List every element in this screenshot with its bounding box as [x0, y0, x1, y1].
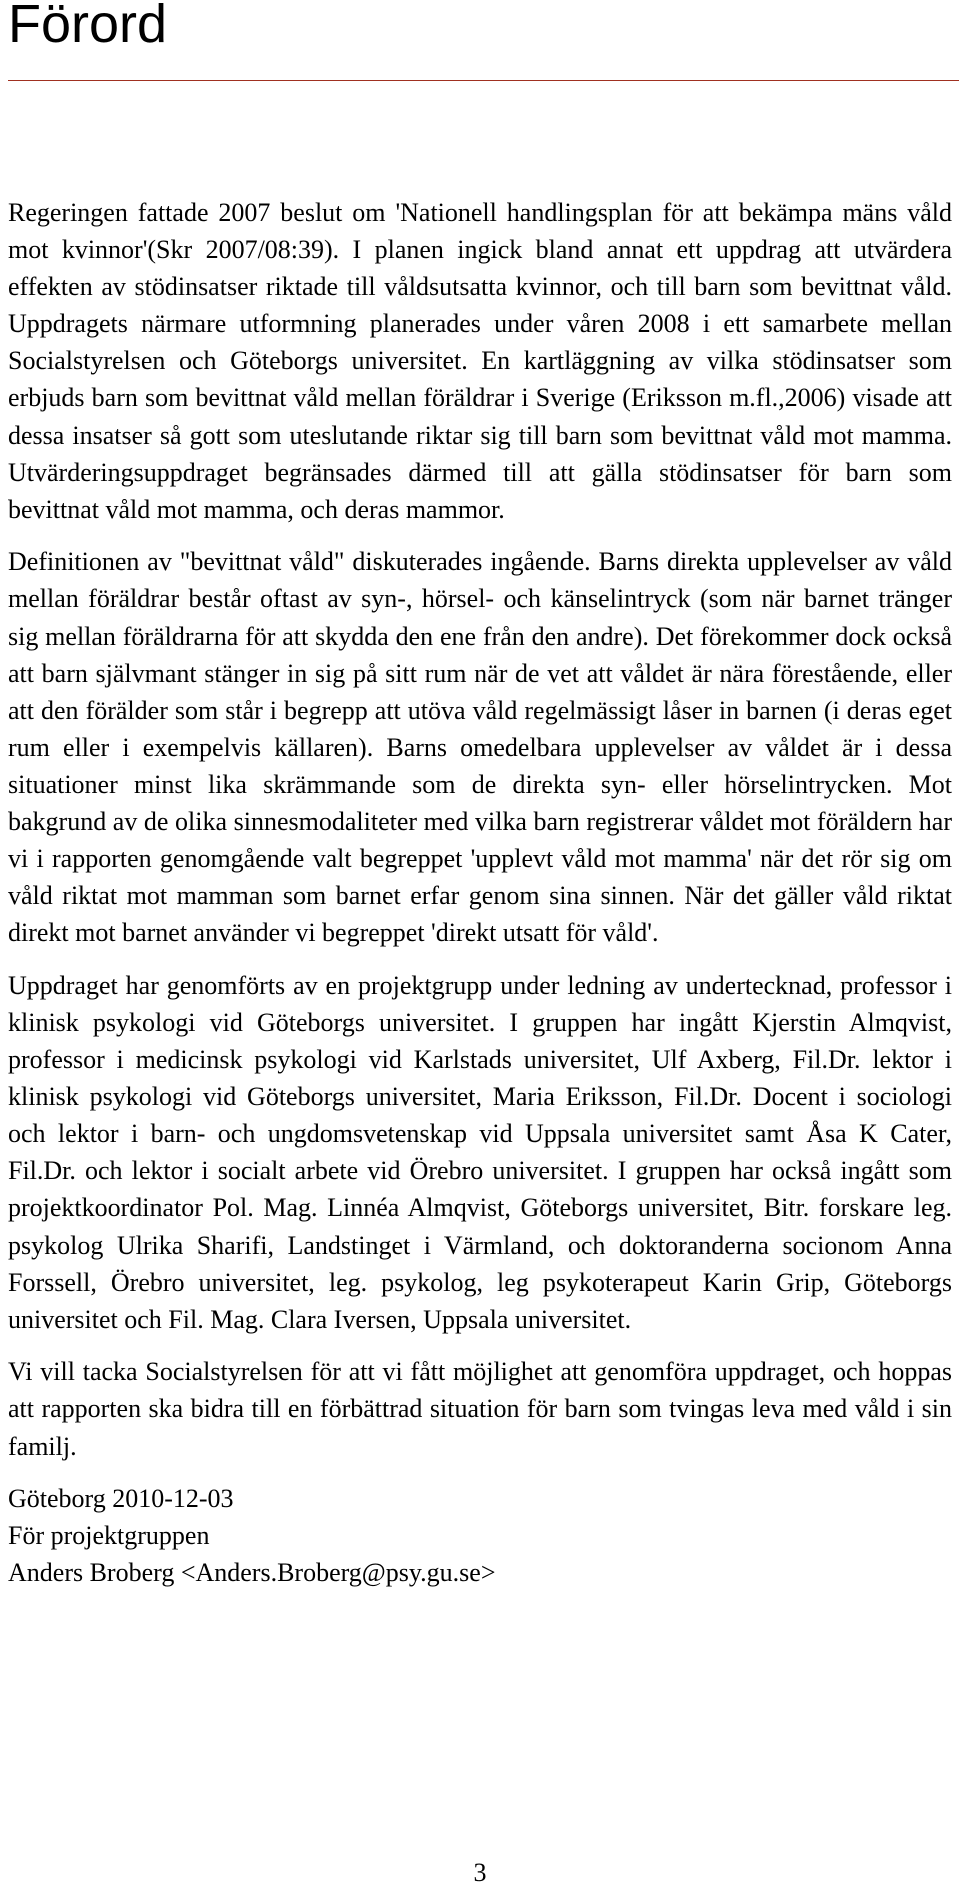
heading-divider — [8, 80, 959, 81]
paragraph-acknowledgement: Vi vill tacka Socialstyrelsen för att vi fått möjlighet att genomföra uppdraget, och hoppas att rapporten ska bidra till en förbättrad situation för barn som tvingas leva med våld i sin familj. — [8, 1357, 952, 1461]
signature-on-behalf: För projektgruppen — [8, 1521, 210, 1551]
page-number: 3 — [473, 1858, 487, 1887]
paragraph-background: Regeringen fattade 2007 beslut om 'Nationell handlingsplan för att bekämpa mäns våld mot kvinnor'(Skr 2007/08:39). I planen ingick bland annat ett uppdrag att utvärdera effekten av stödinsatser riktade till våldsutsatta kvinnor, och till barn som bevittnat våld. Uppdragets närmare utformning planerades under våren 2008 i ett samarbete mellan Socialstyrelsen och Göteborgs universitet. En kartläggning av vilka stödinsatser som erbjuds barn som bevittnat våld mellan föräldrar i Sverige (Eriksson m.fl.,2006) visade att dessa insatser så gott som uteslutande riktar sig till barn som bevittnat våld mot mamma. Utvärderingsuppdraget begränsades därmed till att gälla stödinsatser för barn som bevittnat våld mot mamma, och deras mammor. — [8, 198, 952, 524]
paragraph-definition: Definitionen av "bevittnat våld" diskuterades ingående. Barns direkta upplevelser av våld mellan föräldrar består oftast av syn-, hörsel- och känselintryck (som när barnet tränger sig mellan föräldrarna för att skydda den ene från den andre). Det förekommer dock också att barn självmant stänger in sig på sitt rum när de vet att våldet är nära förestående, eller att den förälder som står i begrepp att utöva våld regelmässigt låser in barnen (i deras eget rum eller i exempelvis källaren). Barns omedelbara upplevelser av våldet är i dessa situationer minst lika skrämmande som de direkta syn- eller hörselintrycken. Mot bakgrund av de olika sinnesmodaliteter med vilka barn registrerar våldet mot föräldern har vi i rapporten genomgående valt begreppet 'upplevt våld mot mamma' när det rör sig om våld riktat mot mamman som barnet erfar genom sina sinnen. När det gäller våld riktat direkt mot barnet använder vi begreppet 'direkt utsatt för våld'. — [8, 547, 952, 948]
page-title: Förord — [8, 0, 168, 54]
signature-place-date: Göteborg 2010-12-03 — [8, 1484, 234, 1514]
signature-author: Anders Broberg <Anders.Broberg@psy.gu.se> — [8, 1558, 496, 1588]
document-body — [8, 194, 952, 1591]
signature-block — [8, 1480, 952, 1591]
paragraph-project-group: Uppdraget har genomförts av en projektgrupp under ledning av undertecknad, professor i klinisk psykologi vid Göteborgs universitet. I gruppen har ingått Kjerstin Almqvist, professor i medicinsk psykologi vid Karlstads universitet, Ulf Axberg, Fil.Dr. lektor i klinisk psykologi vid Göteborgs universitet, Maria Eriksson, Fil.Dr. Docent i sociologi och lektor i barn- och ungdomsvetenskap vid Uppsala universitet samt Åsa K Cater, Fil.Dr. och lektor i socialt arbete vid Örebro universitet. I gruppen har också ingått som projektkoordinator Pol. Mag. Linnéa Almqvist, Göteborgs universitet, Bitr. forskare leg. psykolog Ulrika Sharifi, Landstinget i Värmland, och doktoranderna socionom Anna Forssell, Örebro universitet, leg. psykolog, leg psykoterapeut Karin Grip, Göteborgs universitet och Fil. Mag. Clara Iversen, Uppsala universitet. — [8, 970, 952, 1334]
